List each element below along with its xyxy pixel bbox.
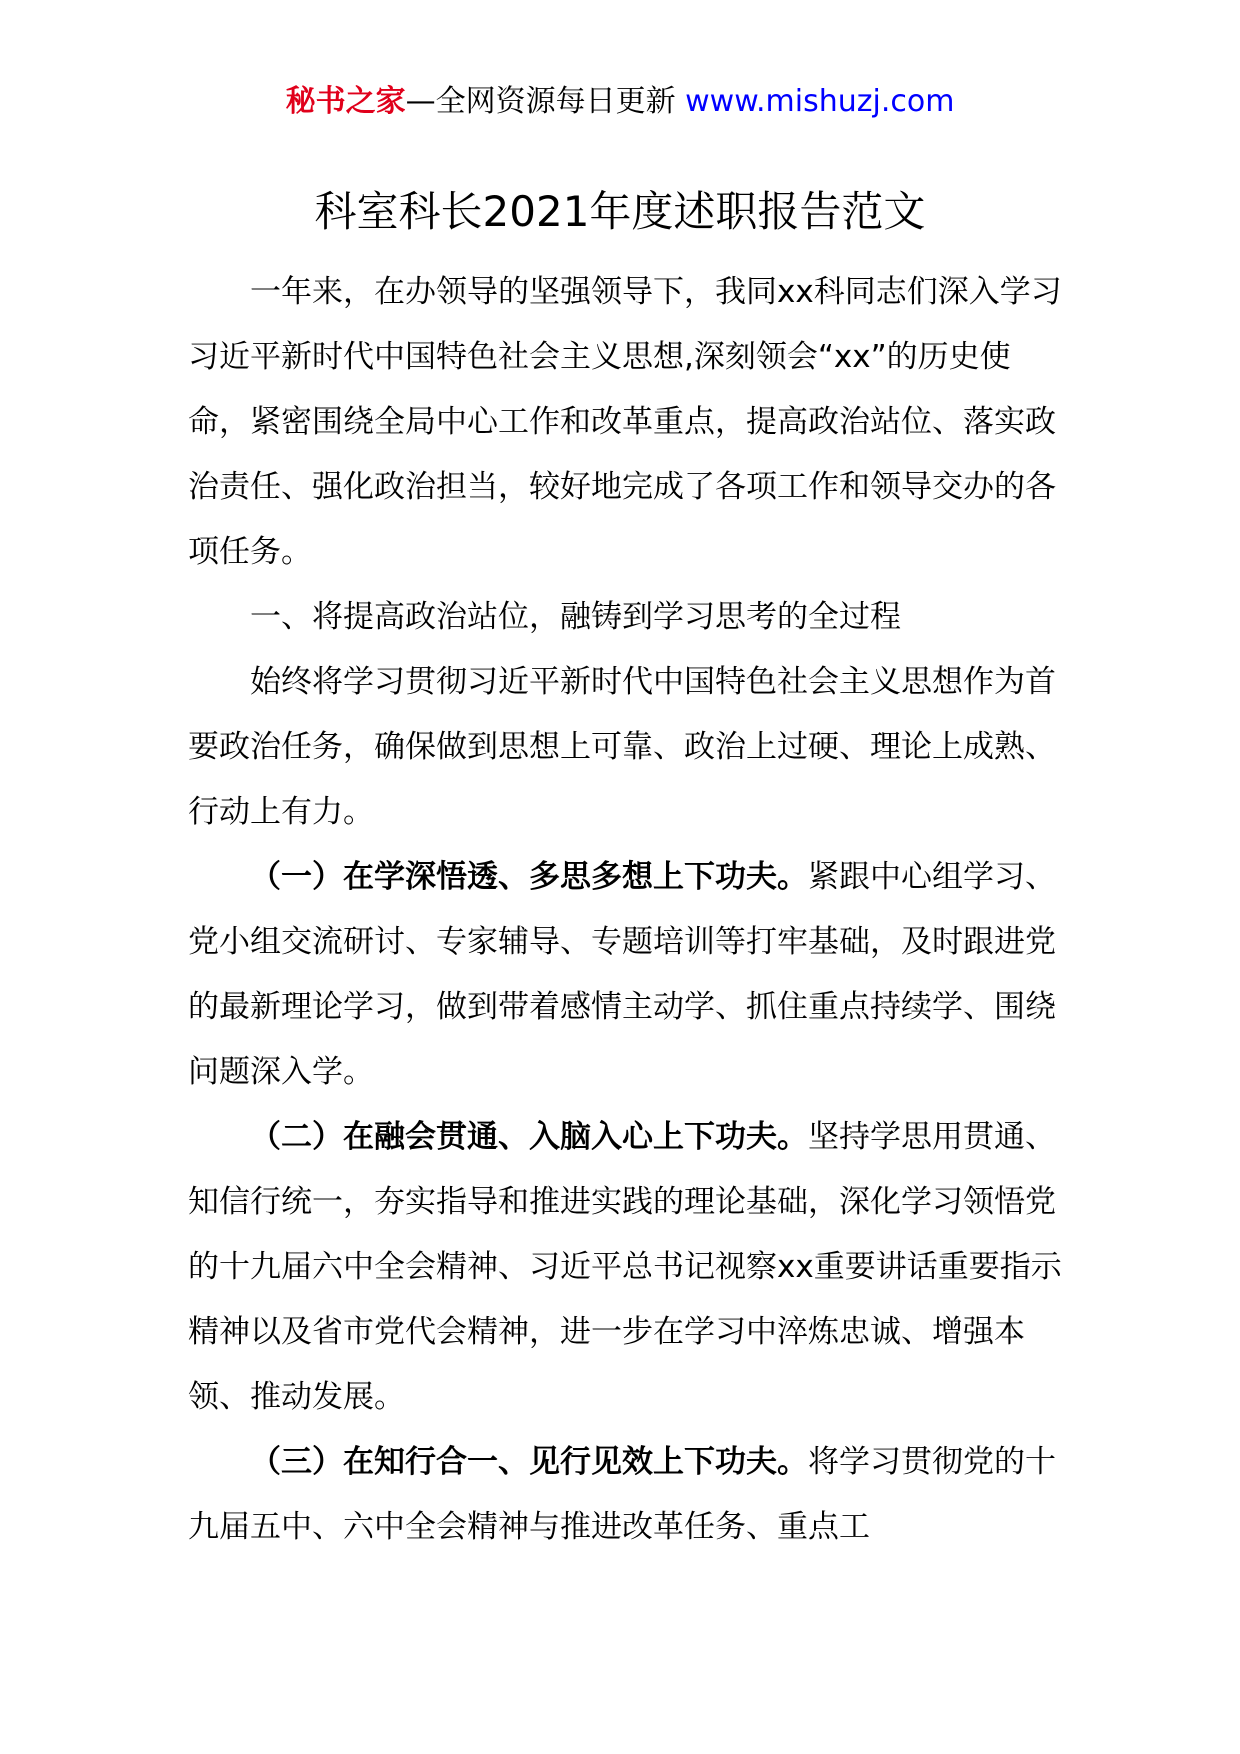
sub-heading: （一）在学深悟透、多思多想上下功夫。	[250, 859, 808, 895]
page-header	[0, 82, 1240, 122]
header-tagline: —全网资源每日更新	[405, 84, 686, 119]
paragraph-text: 始终将学习贯彻习近平新时代中国特色社会主义思想作为首要政治任务，确保做到思想上可靠、政治上过硬、理论上成熟、行动上有力。	[188, 664, 1056, 830]
paragraph-text: 坚持学思用贯通、知信行统一，夯实指导和推进实践的理论基础，深化学习领悟党的十九届六中全会精神、习近平总书记视察xx重要讲话重要指示精神以及省市党代会精神，进一步在学习中淬炼忠诚、增强本领、推动发展。	[188, 1119, 1062, 1415]
section-heading	[188, 585, 1068, 650]
sub-heading: （三）在知行合一、见行见效上下功夫。	[250, 1444, 808, 1480]
sub-heading: （二）在融会贯通、入脑入心上下功夫。	[250, 1119, 808, 1155]
document-body	[188, 260, 1068, 1560]
section-paragraph	[188, 650, 1068, 845]
site-url-link[interactable]: www.mishuzj.com	[685, 84, 955, 119]
paragraph-text: 紧跟中心组学习、党小组交流研讨、专家辅导、专题培训等打牢基础，及时跟进党的最新理论学习，做到带着感情主动学、抓住重点持续学、围绕问题深入学。	[188, 859, 1056, 1090]
sub-section-paragraph-3	[188, 1430, 1068, 1560]
paragraph-text: 一年来，在办领导的坚强领导下，我同xx科同志们深入学习习近平新时代中国特色社会主义思想,深刻领会“xx”的历史使命，紧密围绕全局中心工作和改革重点，提高政治站位、落实政治责任、强化政治担当，较好地完成了各项工作和领导交办的各项任务。	[188, 274, 1062, 570]
brand-name: 秘书之家	[285, 84, 406, 119]
sub-section-paragraph-1	[188, 845, 1068, 1105]
document-title: 科室科长2021年度述职报告范文	[314, 187, 926, 236]
intro-paragraph	[188, 260, 1068, 585]
sub-section-paragraph-2	[188, 1105, 1068, 1430]
paragraph-text: 将学习贯彻党的十九届五中、六中全会精神与推进改革任务、重点工	[188, 1444, 1056, 1545]
section-heading-text: 一、将提高政治站位，融铸到学习思考的全过程	[250, 599, 901, 635]
